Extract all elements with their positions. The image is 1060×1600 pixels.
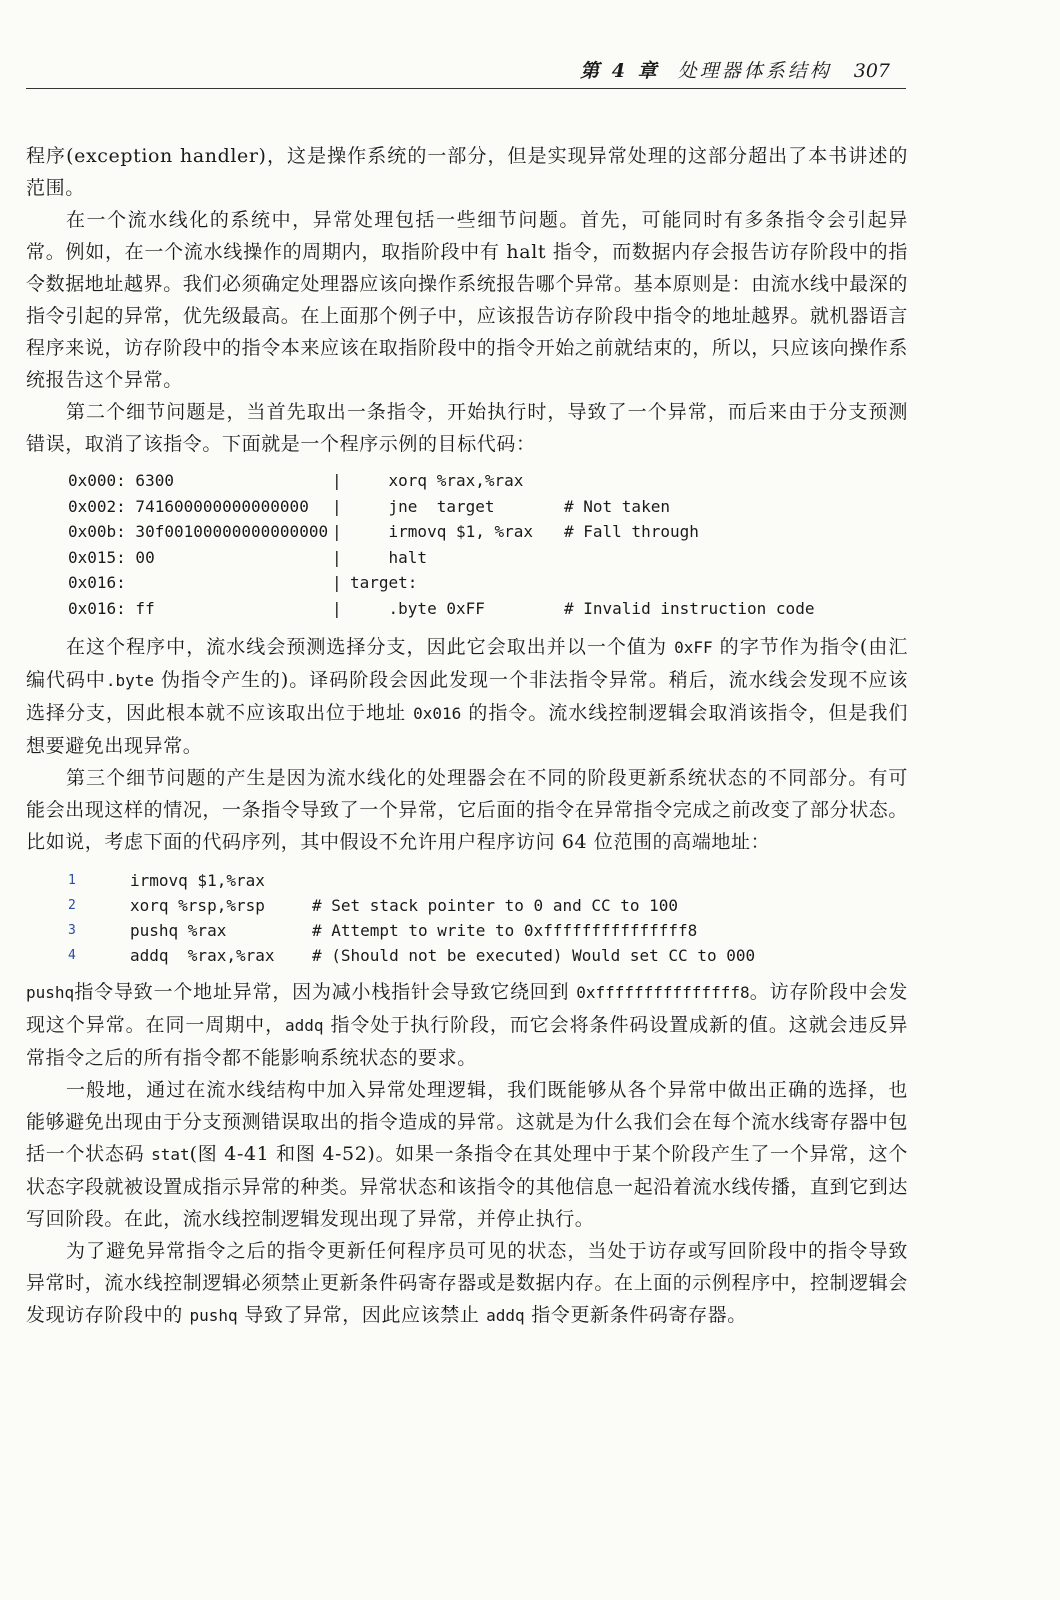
- code-instruction: irmovq $1, %rax: [350, 522, 534, 541]
- code-line: [26, 868, 908, 893]
- code-sequence-listing: [26, 868, 908, 968]
- code-line: [26, 468, 908, 494]
- code-line: [26, 893, 908, 918]
- code-line: [26, 570, 908, 596]
- line-number: 3: [68, 923, 76, 938]
- code-address: 0x015: 00: [68, 547, 155, 567]
- paragraph-2: 在一个流水线化的系统中，异常处理包括一些细节问题。首先，可能同时有多条指令会引起异常。例如，在一个流水线操作的周期内，取指阶段中有 halt 指令，而数据内存会报告访存阶段中的指令数据地址越界。我们必须确定处理器应该向操作系统报告哪个异常。基本原则是：由流水线中最深的指令引起的异常，优先级最高。在上面那个例子中，应该报告访存阶段中指令的地址越界。就机器语言程序来说，访存阶段中的指令本来应该在取指阶段中的指令开始之前就结束的，所以，只应该向操作系统报告这个异常。: [26, 209, 909, 391]
- paragraph-3: 第二个细节问题是，当首先取出一条指令，开始执行时，导致了一个异常，而后来由于分支预测错误，取消了该指令。下面就是一个程序示例的目标代码：: [26, 401, 908, 455]
- code-separator: |: [332, 547, 342, 567]
- code-separator: |: [332, 573, 342, 592]
- code-instruction: irmovq $1,%rax: [130, 871, 265, 890]
- paragraph-1: 程序(exception handler)，这是操作系统的一部分，但是实现异常处理的这部分超出了本书讲述的范围。: [26, 145, 908, 199]
- line-number: 2: [68, 898, 76, 913]
- running-head: [580, 56, 890, 83]
- code-separator: |: [332, 496, 342, 516]
- paragraph-7: 一般地，通过在流水线结构中加入异常处理逻辑，我们既能够从各个异常中做出正确的选择，也能够避免出现由于分支预测错误取出的指令造成的异常。这就是为什么我们会在每个流水线寄存器中包括一个状态码 stat(图 4-41 和图 4-52)。如果一条指令在其处理中于某个阶段产生了一个异常，这个状态字段就被设置成指示异常的种类。异常状态和该指令的其他信息一起沿着流水线传播，直到它到达写回阶段。在此，流水线控制逻辑发现出现了异常，并停止执行。: [26, 1079, 909, 1230]
- paragraph-8: 为了避免异常指令之后的指令更新任何程序员可见的状态，当处于访存或写回阶段中的指令导致异常时，流水线控制逻辑必须禁止更新条件码寄存器或是数据内存。在上面的示例程序中，控制逻辑会发现访存阶段中的 pushq 导致了异常，因此应该禁止 addq 指令更新条件码寄存器。: [26, 1240, 909, 1326]
- code-address: 0x002: 741600000000000000: [68, 496, 309, 516]
- code-instruction: jne target: [350, 496, 495, 516]
- code-line: [26, 519, 908, 545]
- line-number: 1: [68, 873, 76, 888]
- code-instruction: addq %rax,%rax: [130, 946, 275, 965]
- code-comment: # Invalid instruction code: [564, 598, 815, 618]
- code-comment: # (Should not be executed) Would set CC to 000: [312, 946, 756, 965]
- paragraph-4: 在这个程序中，流水线会预测选择分支，因此它会取出并以一个值为 0xFF 的字节作为指令(由汇编代码中.byte 伪指令产生的)。译码阶段会因此发现一个非法指令异常。稍后，流水线会发现不应该选择分支，因此根本就不应该取出位于地址 0x016 的指令。流水线控制逻辑会取消该指令，但是我们想要避免出现异常。: [26, 636, 908, 757]
- paragraph-6: pushq指令导致一个地址异常，因为减小栈指针会导致它绕回到 0xfffffffffffffff8。访存阶段中会发现这个异常。在同一周期中，addq 指令处于执行阶段，而它会将条件码设置成新的值。这就会违反异常指令之后的所有指令都不能影响系统状态的要求。: [26, 981, 908, 1069]
- code-address: 0x00b: 30f00100000000000000: [68, 522, 329, 541]
- code-address: 0x016: ff: [68, 598, 155, 618]
- code-separator: |: [332, 522, 342, 541]
- code-line: [26, 494, 908, 520]
- page-body: [26, 140, 908, 1332]
- page-header: [26, 52, 906, 89]
- code-instruction: xorq %rsp,%rsp: [130, 896, 265, 915]
- code-line: [26, 943, 908, 968]
- code-instruction: .byte 0xFF: [350, 598, 485, 618]
- code-instruction: target:: [350, 573, 418, 592]
- line-number: 4: [68, 948, 76, 963]
- chapter-title: 处理器体系结构: [677, 60, 832, 82]
- paragraph-5: 第三个细节问题的产生是因为流水线化的处理器会在不同的阶段更新系统状态的不同部分。有可能会出现这样的情况，一条指令导致了一个异常，它后面的指令在异常指令完成之前改变了部分状态。比如说，考虑下面的代码序列，其中假设不允许用户程序访问 64 位范围的高端地址：: [26, 767, 909, 853]
- code-line: [26, 918, 908, 943]
- code-instruction: xorq %rax,%rax: [350, 471, 524, 490]
- code-comment: # Set stack pointer to 0 and CC to 100: [312, 896, 679, 915]
- code-address: 0x000: 6300: [68, 471, 174, 490]
- code-separator: |: [332, 598, 342, 618]
- code-comment: # Attempt to write to 0xfffffffffffffff8: [312, 921, 698, 940]
- code-comment: # Fall through: [564, 522, 699, 541]
- code-separator: |: [332, 471, 342, 490]
- chapter-label: 第 4 章: [580, 60, 660, 82]
- code-line: [26, 545, 908, 571]
- object-code-listing: [26, 468, 908, 621]
- page-number: 307: [853, 60, 890, 82]
- code-line: [26, 596, 908, 622]
- code-instruction: pushq %rax: [130, 921, 227, 940]
- code-comment: # Not taken: [564, 496, 670, 516]
- code-address: 0x016:: [68, 573, 126, 592]
- code-instruction: halt: [350, 547, 428, 567]
